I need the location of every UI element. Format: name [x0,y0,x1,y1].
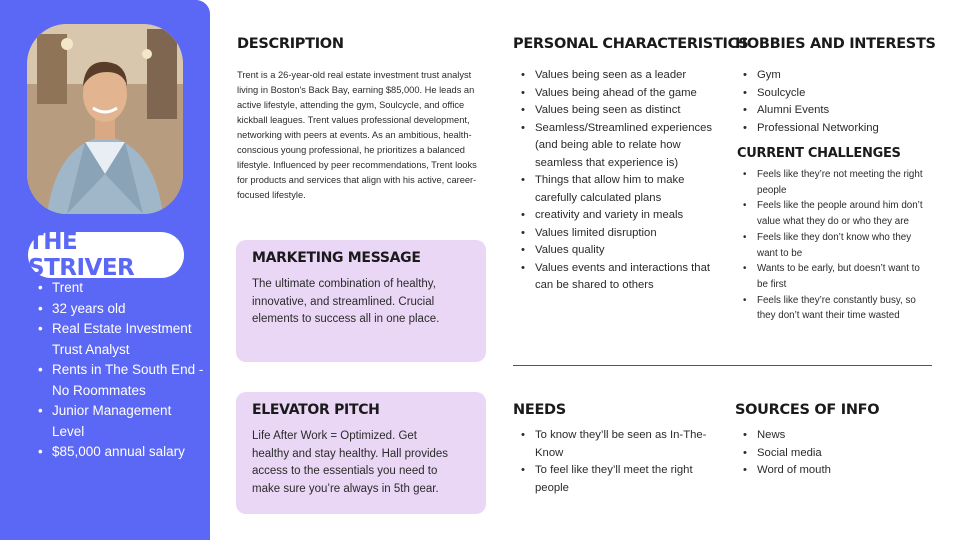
list-item: • Social media [735,445,925,463]
elevator-pitch-text: Life After Work = Optimized. Get healthy and stay healthy. Hall provides access to the essentials you need to make sure you’re always in 5th gear. [252,430,449,495]
description-heading: DESCRIPTION [237,36,344,52]
needs-heading: NEEDS [513,402,566,418]
list-item: • Wants to be early, but doesn’t want to be first [735,261,925,292]
list-item: • Soulcycle [735,85,925,103]
list-item: • Values limited disruption [513,225,721,243]
personal-characteristics-list [513,67,721,295]
list-item: • Things that allow him to make carefully calculated plans [513,172,721,207]
persona-detail: • Rents in The South End - No Roommates [22,360,206,401]
challenges-heading: CURRENT CHALLENGES [737,146,901,161]
needs-list [513,427,713,497]
persona-photo [27,24,183,214]
section-divider [513,365,932,366]
persona-detail: • Real Estate Investment Trust Analyst [22,319,206,360]
description-text: Trent is a 26-year-old real estate investment trust analyst living in Boston's Back Bay, earning $85,000. He leads an active lifestyle, attending the gym, Soulcycle, and office kickball leagues. Trent values professional development, networking with peers at events. As an ambitious, health-conscious young professional, he prioritizes a balanced lifestyle. Influenced by peer recommendations, Trent looks for products and services that align with his active, career-focused lifestyle. [237,70,477,200]
persona-details-list [22,278,206,463]
persona-detail: • $85,000 annual salary [22,442,206,463]
persona-detail: • Junior Management Level [22,401,206,442]
elevator-pitch-card [236,392,486,514]
persona-title-pill [28,229,184,281]
list-item: • To feel like they’ll meet the right people [513,462,713,497]
list-item: • Values being seen as distinct [513,102,721,120]
list-item: • Gym [735,67,925,85]
persona-title: THE STRIVER [28,229,135,281]
sources-heading: SOURCES OF INFO [735,402,880,418]
list-item: • Feels like they don’t know who they want to be [735,230,925,261]
hobbies-list [735,67,925,137]
persona-detail: • Trent [22,278,206,299]
hobbies-heading: HOBBIES AND INTERESTS [735,36,936,52]
list-item: • creativity and variety in meals [513,207,721,225]
persona-detail: • 32 years old [22,299,206,320]
challenges-list [735,167,925,324]
list-item: • Alumni Events [735,102,925,120]
list-item: • Values quality [513,242,721,260]
list-item: • Feels like the people around him don’t value what they do or who they are [735,198,925,229]
list-item: • News [735,427,925,445]
list-item: • Professional Networking [735,120,925,138]
list-item: • To know they’ll be seen as In-The-Know [513,427,713,462]
personal-characteristics-heading: PERSONAL CHARACTERISTICS [513,36,749,52]
list-item: • Feels like they’re constantly busy, so they don’t want their time wasted [735,293,925,324]
list-item: • Feels like they’re not meeting the right people [735,167,925,198]
list-item: • Word of mouth [735,462,925,480]
persona-panel [0,0,210,540]
marketing-message-card [236,240,486,362]
list-item: • Seamless/Streamlined experiences (and being able to relate how seamless that experience is) [513,120,721,173]
list-item: • Values being ahead of the game [513,85,721,103]
list-item: • Values events and interactions that can be shared to others [513,260,721,295]
sources-list [735,427,925,480]
marketing-message-text: The ultimate combination of healthy, innovative, and streamlined. Crucial elements to success all in one place. [252,278,440,325]
elevator-pitch-heading: ELEVATOR PITCH [252,402,380,418]
list-item: • Values being seen as a leader [513,67,721,85]
marketing-message-heading: MARKETING MESSAGE [252,250,421,266]
